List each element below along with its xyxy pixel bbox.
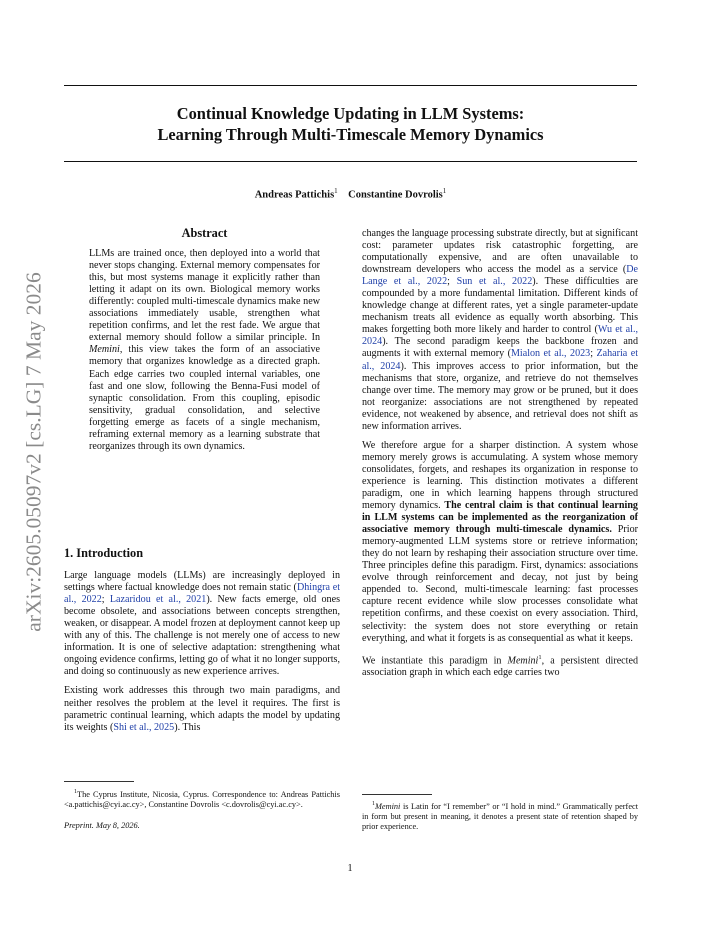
- intro-paragraph-2: Existing work addresses this through two main paradigms, and neither resolves the problem at the level it requires. The first is parametric continual learning, which adapts the model by updating its weights (Shi et al., 2025). This: [64, 685, 340, 733]
- title-line-2: Learning Through Multi-Timescale Memory Dynamics: [157, 125, 544, 144]
- intro-paragraph-1: Large language models (LLMs) are increasingly deployed in settings where factual knowledge does not remain static (Dhingra et al., 2022; Lazaridou et al., 2021). New facts emerge, old ones become obsolete, and associations between concepts strengthen, weaken, or disappear. A model frozen at deployment cannot keep up with any of this. The challenge is not merely one of access to new information. It is one of selective adaptation: strengthening what ongoing evidence confirms, letting go of what it no longer supports, and doing so continuously as new experience arrives.: [64, 570, 341, 678]
- citation-link[interactable]: Lazaridou et al., 2021: [109, 594, 207, 606]
- author-2: Constantine Dovrolis: [348, 189, 443, 201]
- page-number: 1: [347, 863, 353, 874]
- citation-link[interactable]: Sun et al., 2022: [456, 276, 533, 288]
- title-bottom-rule: [64, 161, 637, 162]
- title-line-1: Continual Knowledge Updating in LLM Systems:: [176, 104, 525, 123]
- footnote-rule-left: [64, 781, 134, 782]
- abstract-heading: Abstract: [181, 226, 228, 240]
- preprint-date: Preprint. May 8, 2026.: [64, 820, 140, 830]
- footnote-mark: 1: [74, 789, 77, 795]
- abstract-block: [89, 227, 320, 453]
- paper-title: [64, 103, 637, 145]
- introduction-block: [64, 547, 340, 734]
- arxiv-id: arXiv:2605.05097v2 [cs.LG] 7 May 2026: [21, 272, 46, 632]
- body-paragraph-3: We instantiate this paradigm in Memini$^1$, a persistent directed association graph in which each edge carries two: [362, 653, 638, 678]
- footnote-ref[interactable]: 1: [538, 653, 542, 661]
- citation-link[interactable]: Shi et al., 2025: [113, 721, 175, 733]
- footnote-rule-right: [362, 794, 432, 795]
- author-2-affil: 1: [442, 187, 447, 195]
- section-heading-introduction: 1. Introduction: [64, 546, 144, 560]
- title-top-rule: [64, 85, 637, 86]
- affiliation-footnote: $^1$The Cyprus Institute, Nicosia, Cyprus. Correspondence to: Andreas Pattichis <a.pattichis@cyi.ac.cy>, Constantine Dovrolis <c.dovrolis@cyi.ac.cy>. Preprint. May 8, 2026.: [64, 789, 340, 830]
- citation-link[interactable]: Zaharia et al., 2024: [362, 348, 639, 372]
- abstract-text: LLMs are trained once, then deployed into a world that never stops changing. External memory compensates for this, but most systems manage it explicitly rather than letting it adapt on its own. Biological memory works differently: coupled multi-timescale dynamics make new associations immediately usable, strengthen what repetition confirms, and let the rest fade. We argue that external memory should follow a similar principle. In Memini, this view takes the form of an associative memory that organizes knowledge as a directed graph. Each edge carries two coupled internal variables, one fast and one slow, following the Benna-Fusi model of synaptic consolidation. From this coupling, episodic sensitivity, gradual consolidation, and selective forgetting emerge as facets of a single mechanism, reframing external memory as a learning substrate that reorganizes through its own dynamics.: [89, 248, 320, 452]
- body-paragraph-1: changes the language processing substrate directly, but at significant cost: parameter updates risk catastrophic forgetting, are computationally expensive, and are often unavailable to downstream developers who access the model as a service (De Lange et al., 2022; Sun et al., 2022). These difficulties are compounded by a more fundamental limitation. Different kinds of knowledge change at different rates, yet a single parameter-update mechanism treats all evidence as equally worth absorbing. This makes forgetting both more likely and harder to control (Wu et al., 2024). The second paradigm keeps the backbone frozen and augments it with external memory (Mialon et al., 2023; Zaharia et al., 2024). This improves access to prior information, but the mechanisms that store, organize, and retrieve do not themselves change over time. The memory may grow or be pruned, but it does not reorganize: associations are not strengthened by repeated evidence, not weakened by absence, and retrieval does not shift as new information arrives.: [362, 228, 639, 432]
- memini-name: Memini: [89, 344, 120, 356]
- author-1: Andreas Pattichis: [254, 189, 335, 201]
- memini-name: Memini: [507, 654, 539, 666]
- footnote-mark: 1: [372, 801, 375, 807]
- memini-footnote: $^1$Memini is Latin for “I remember” or “I hold in mind.” Grammatically perfect in form but present in meaning, it denotes a present state of retention shaped by prior experience.: [362, 801, 638, 831]
- author-list: [64, 187, 637, 201]
- memini-name: Memini: [375, 801, 401, 811]
- citation-link[interactable]: Mialon et al., 2023: [510, 348, 591, 360]
- central-claim: The central claim is that continual learning in LLM systems can be implemented as the reorganization of associative memory through multi-timescale dynamics.: [362, 500, 638, 536]
- arxiv-side-stamp: [22, 262, 46, 642]
- author-1-affil: 1: [334, 187, 338, 195]
- citation-link[interactable]: Wu et al., 2024: [362, 324, 638, 348]
- citation-link[interactable]: Dhingra et al., 2022: [64, 582, 340, 606]
- citation-link[interactable]: De Lange et al., 2022: [362, 264, 638, 288]
- body-paragraph-2: We therefore argue for a sharper distinction. A system whose memory merely grows is accumulating. A system whose memory consolidates, forgets, and reshapes its organization in response to experience is learning. This distinction motivates a different paradigm, one in which learning happens through structured memory dynamics. The central claim is that continual learning in LLM systems can be implemented as the reorganization of associative memory through multi-timescale dynamics. Prior memory-augmented LLM systems store or retrieve information; they do not learn by reshaping their association structure over time. Three principles define this paradigm. First, dynamics: associations evolve through reinforcement and decay, not just by being appended to. Second, multi-timescale learning: fast processes capture recent evidence while slow processes consolidate what repetition confirms, and these coexist on every association. Third, selectivity: the system does not store everything or retain everything, and what it forgets is as consequential as what it keeps.: [362, 439, 638, 644]
- right-column: [362, 228, 638, 679]
